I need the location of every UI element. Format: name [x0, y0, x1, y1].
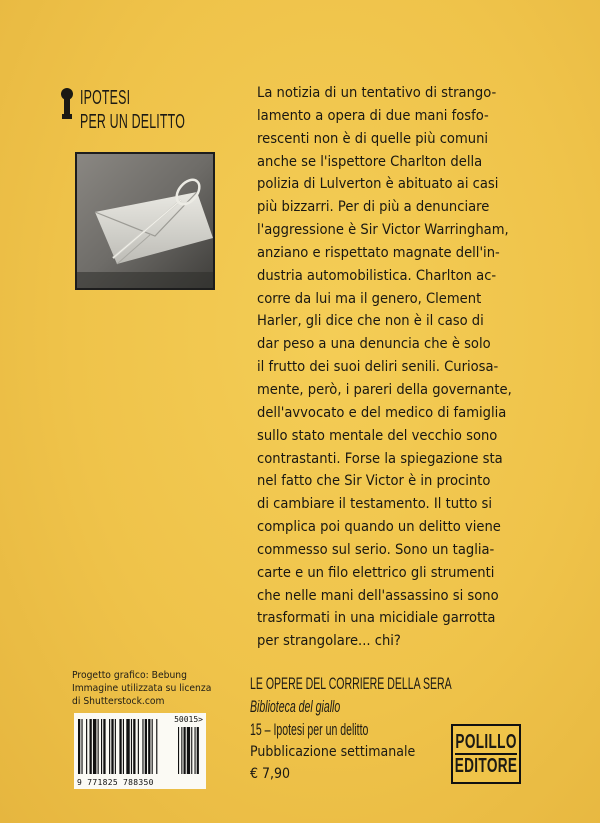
publication-frequency: Pubblicazione settimanale	[250, 744, 416, 760]
synopsis-line: l'aggressione è Sir Victor Warringham,	[257, 221, 509, 239]
synopsis-line: dell'avvocato e del medico di famiglia	[257, 403, 507, 421]
synopsis-line: commesso sul serio. Sono un taglia-	[257, 540, 495, 558]
synopsis-line: lamento a opera di due mani fosfo-	[257, 106, 489, 124]
barcode	[74, 713, 206, 789]
synopsis-line: La notizia di un tentativo di strango-	[257, 84, 497, 101]
synopsis-line: mente, però, i pareri della governante,	[257, 380, 512, 398]
price: € 7,90	[250, 766, 291, 782]
synopsis	[257, 82, 538, 653]
synopsis-line: complica poi quando un delitto viene	[257, 518, 501, 536]
cover-photo	[75, 152, 215, 290]
series-title-text	[80, 86, 185, 134]
synopsis-line: carte e un filo elettrico gli strumenti	[257, 563, 495, 581]
volume-title: 15 – Ipotesi per un delitto	[250, 720, 369, 739]
synopsis-line: dar peso a una denuncia che è solo	[257, 335, 491, 353]
synopsis-line: Harler, gli dice che non è il caso di	[257, 312, 484, 330]
synopsis-line: il frutto dei suoi deliri senili. Curiosa-	[257, 358, 499, 376]
synopsis-line: nel fatto che Sir Victor è in procinto	[257, 472, 491, 490]
synopsis-line: anziano e rispettato magnate dell'in-	[257, 243, 500, 261]
synopsis-line: anche se l'ispettore Charlton della	[257, 152, 483, 170]
synopsis-line: per strangolare... chi?	[257, 632, 401, 650]
barcode-digits: 9 771825 788350	[77, 778, 154, 787]
publisher-logo	[451, 724, 521, 784]
synopsis-line: sullo stato mentale del vecchio sono	[257, 426, 498, 444]
synopsis-line: più bizzarri. Per di più a denunciare	[257, 198, 490, 216]
synopsis-line: contrastanti. Forse la spiegazione sta	[257, 449, 503, 467]
credit-line: Immagine utilizzata su licenza	[72, 683, 212, 694]
synopsis-line: polizia di Lulverton è abituato ai casi	[257, 175, 499, 193]
credit-line: di Shutterstock.com	[72, 696, 165, 707]
series-title	[60, 86, 249, 134]
letter-opener-envelope-photo	[77, 154, 213, 288]
synopsis-line: che nelle mani dell'assassino si sono	[257, 586, 499, 604]
logo-top: POLILLO	[455, 731, 517, 753]
publication-info	[250, 674, 575, 782]
collection-name: LE OPERE DEL CORRIERE DELLA SERA	[250, 674, 452, 693]
synopsis-line: dustria automobilistica. Charlton ac-	[257, 266, 497, 284]
series-title-line1: IPOTESI	[80, 87, 131, 109]
library-name: Biblioteca del giallo	[250, 697, 341, 716]
synopsis-line: corre da lui ma il genero, Clement	[257, 289, 482, 307]
synopsis-line: trasformati in una micidiale garrotta	[257, 609, 496, 627]
synopsis-line: rescenti non è di quelle più comuni	[257, 129, 489, 147]
barcode-addon: 50015>	[174, 715, 203, 724]
credit-line: Progetto grafico: Bebung	[72, 670, 187, 681]
series-title-line2: PER UN DELITTO	[80, 111, 186, 133]
logo-bottom: EDITORE	[454, 755, 518, 777]
image-credits	[72, 669, 211, 708]
keyhole-icon	[60, 87, 74, 121]
synopsis-line: di cambiare il testamento. Il tutto si	[257, 495, 493, 513]
